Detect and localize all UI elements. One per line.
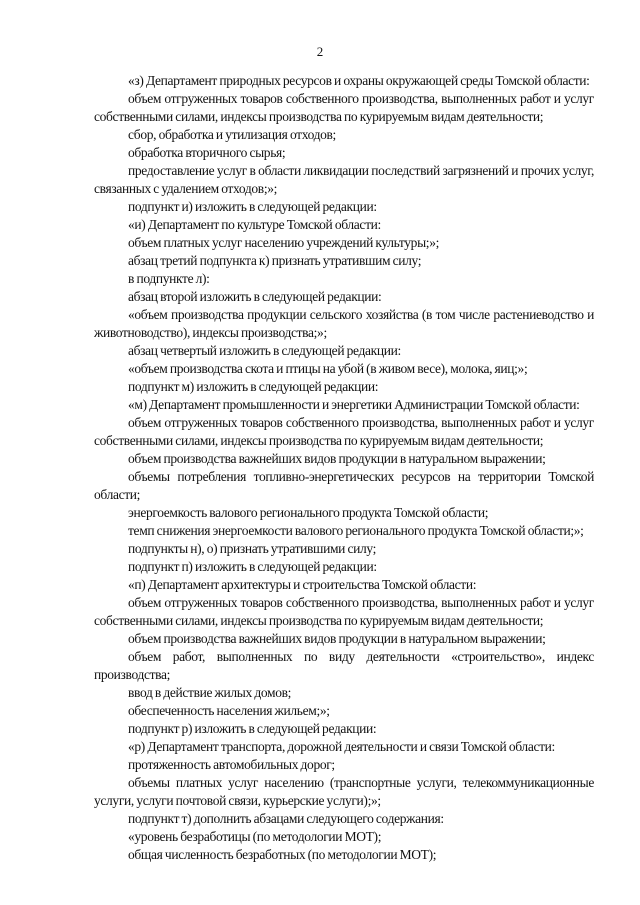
paragraph: «объем производства скота и птицы на убой (в живом весе), молока, яиц;»; (128, 361, 528, 376)
paragraph: подпункты н), о) признать утратившими силу; (128, 541, 376, 556)
paragraph: подпункт п) изложить в следующей редакции: (128, 559, 377, 574)
paragraph: протяженность автомобильных дорог; (128, 757, 335, 772)
paragraph: в подпункте л): (128, 271, 210, 286)
paragraph: «уровень безработицы (по методологии МОТ); (128, 829, 382, 844)
paragraph: подпункт м) изложить в следующей редакции: (128, 379, 379, 394)
paragraph: объемы платных услуг населению (транспортные услуги, телекоммуникационные услуги, услуги почтовой связи, курьерские услуги);»; (94, 775, 594, 808)
paragraph: абзац третий подпункта к) признать утратившим силу; (128, 253, 422, 268)
paragraph: обработка вторичного сырья; (128, 145, 286, 160)
paragraph: «п) Департамент архитектуры и строительства Томской области: (128, 577, 477, 592)
paragraph: «з) Департамент природных ресурсов и охраны окружающей среды Томской области: (128, 73, 590, 88)
paragraph: «объем производства продукции сельского хозяйства (в том числе растениеводство и животноводство), индексы производства;»; (94, 307, 594, 340)
paragraph: подпункт р) изложить в следующей редакции: (128, 721, 377, 736)
paragraph: объемы потребления топливно-энергетических ресурсов на территории Томской области; (94, 469, 594, 502)
paragraph: общая численность безработных (по методологии МОТ); (128, 847, 437, 862)
paragraph: «р) Департамент транспорта, дорожной деятельности и связи Томской области: (128, 739, 555, 754)
paragraph: подпункт т) дополнить абзацами следующего содержания: (128, 811, 444, 826)
paragraph: подпункт и) изложить в следующей редакции: (128, 199, 377, 214)
paragraph: «м) Департамент промышленности и энергетики Администрации Томской области: (128, 397, 580, 412)
paragraph: объем платных услуг населению учреждений культуры;»; (128, 235, 440, 250)
paragraph: энергоемкость валового регионального продукта Томской области; (128, 505, 489, 520)
paragraph: абзац четвертый изложить в следующей редакции: (128, 343, 401, 358)
paragraph: «и) Департамент по культуре Томской области: (128, 217, 381, 232)
page-number: 2 (316, 44, 324, 59)
document-body (94, 72, 594, 864)
paragraph: темп снижения энергоемкости валового регионального продукта Томской области;»; (128, 523, 584, 538)
paragraph: сбор, обработка и утилизация отходов; (128, 127, 336, 142)
paragraph: объем отгруженных товаров собственного производства, выполненных работ и услуг собственными силами, индексы производства по курируемым видам деятельности; (94, 595, 594, 628)
paragraph: предоставление услуг в области ликвидации последствий загрязнений и прочих услуг, связанных с удалением отходов;»; (94, 163, 594, 196)
paragraph: объем отгруженных товаров собственного производства, выполненных работ и услуг собственными силами, индексы производства по курируемым видам деятельности; (94, 415, 594, 448)
paragraph: ввод в действие жилых домов; (128, 685, 292, 700)
paragraph: объем работ, выполненных по виду деятельности «строительство», индекс производства; (94, 649, 594, 682)
paragraph: объем отгруженных товаров собственного производства, выполненных работ и услуг собственными силами, индексы производства по курируемым видам деятельности; (94, 91, 594, 124)
paragraph: обеспеченность населения жильем;»; (128, 703, 330, 718)
paragraph: абзац второй изложить в следующей редакции: (128, 289, 382, 304)
paragraph: объем производства важнейших видов продукции в натуральном выражении; (128, 631, 546, 646)
paragraph: объем производства важнейших видов продукции в натуральном выражении; (128, 451, 546, 466)
